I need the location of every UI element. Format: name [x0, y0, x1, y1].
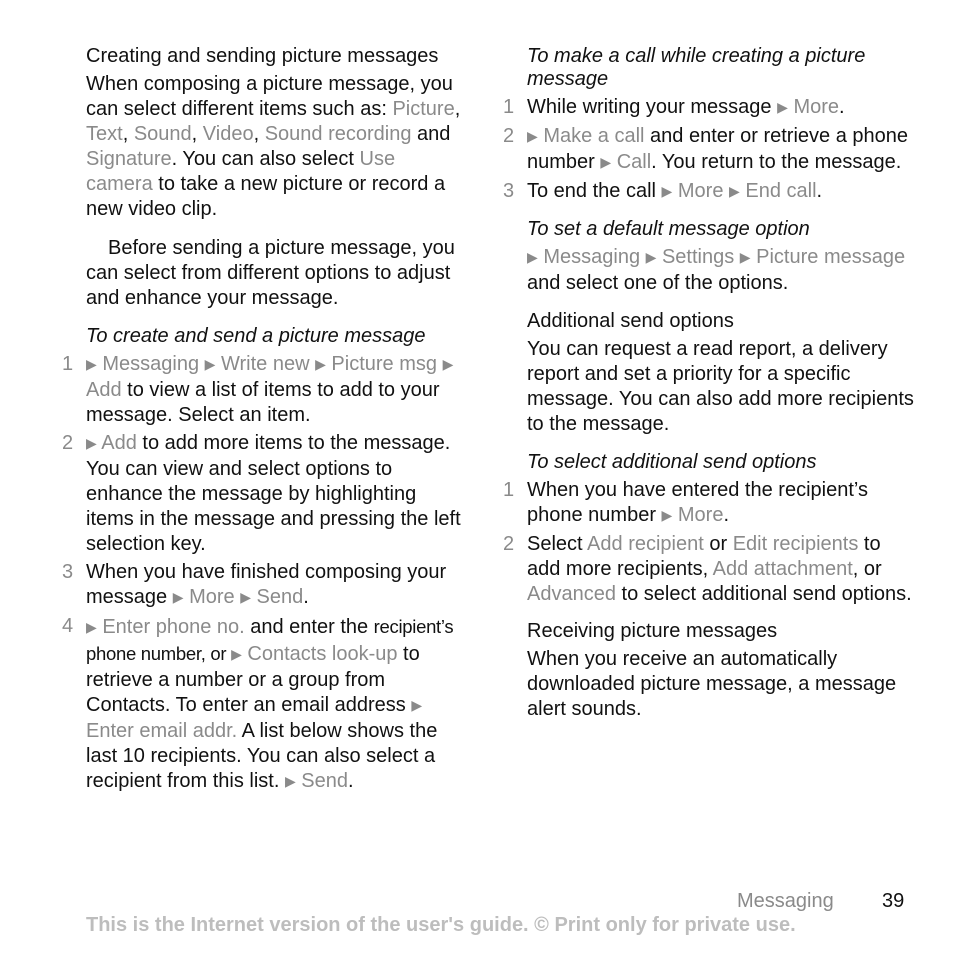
step-item [503, 179, 917, 205]
create-send-steps [62, 352, 466, 795]
default-option-paragraph [527, 245, 917, 296]
text-run: . [348, 770, 354, 792]
step-number: 2 [62, 432, 74, 454]
text-run: To end the call [527, 180, 662, 202]
menu-term-make-call: Make a call [543, 125, 645, 147]
text-run: to add more recipients, [527, 533, 881, 580]
menu-term-messaging: Messaging [543, 246, 641, 268]
text-run: , or [852, 558, 882, 580]
text-run: to retrieve a number or a group from Contacts. To enter an email address [86, 643, 420, 716]
section-heading-additional: Additional send options [527, 310, 734, 332]
menu-term-call: Call [616, 151, 652, 173]
step-number: 1 [503, 479, 515, 501]
menu-term-more: More [677, 504, 724, 526]
menu-term-add-attachment: Add attachment [712, 558, 853, 580]
procedure-heading-make-call: To make a call while creating a picture message [527, 45, 866, 90]
menu-term-picture-msg: Picture msg [331, 353, 438, 375]
text-run: to add more items to the message. You can view and select options to enhance the message by highlighting items in the message and pressing the left selection key. [86, 432, 461, 555]
step-item [503, 95, 917, 121]
make-call-steps [503, 95, 917, 205]
step-number: 2 [503, 533, 515, 555]
step-number: 3 [503, 180, 515, 202]
left-column [62, 45, 466, 798]
arrow-icon: ▶ [527, 249, 538, 265]
arrow-icon: ▶ [240, 589, 251, 605]
menu-term-more: More [189, 586, 235, 608]
menu-term-add: Add [101, 432, 137, 454]
arrow-icon: ▶ [411, 697, 423, 713]
menu-term-settings: Settings [661, 246, 735, 268]
step-item [62, 560, 466, 611]
text-run: to take a new picture or record a new video clip. [86, 173, 446, 220]
arrow-icon: ▶ [739, 249, 751, 265]
menu-term-advanced: Advanced [527, 583, 616, 605]
section-heading-creating: Creating and sending picture messages [86, 45, 439, 67]
menu-term-signature: Signature [86, 148, 172, 170]
text-run: , [191, 123, 203, 145]
arrow-icon: ▶ [661, 507, 673, 523]
text-run: , [253, 123, 265, 145]
menu-term-enter-email: Enter email addr. [86, 720, 238, 742]
step-item [503, 124, 917, 176]
menu-term-add: Add [86, 379, 122, 401]
step-item [62, 614, 466, 795]
arrow-icon: ▶ [442, 356, 454, 372]
arrow-icon: ▶ [661, 183, 673, 199]
text-run: , [454, 98, 461, 120]
additional-steps [503, 478, 917, 607]
menu-term-picture-message: Picture message [756, 246, 906, 268]
arrow-icon: ▶ [600, 154, 612, 170]
text-run: . You can also select [171, 148, 360, 170]
text-run: A list below shows the last 10 recipients. You can also select a recipient from this list. [86, 720, 438, 792]
before-sending-paragraph: Before sending a picture message, you can select from different options to adjust and enhance your message. [86, 237, 455, 309]
text-run: and select one of the options. [527, 272, 789, 294]
arrow-icon: ▶ [284, 773, 296, 789]
arrow-icon: ▶ [231, 646, 242, 662]
text-run: . [839, 96, 845, 118]
arrow-icon: ▶ [645, 249, 657, 265]
menu-term-send: Send [256, 586, 304, 608]
menu-term-write-new: Write new [220, 353, 310, 375]
menu-term-enter-phone: Enter phone no. [102, 616, 245, 638]
menu-term-messaging: Messaging [102, 353, 200, 375]
text-run: and enter the [244, 616, 374, 638]
text-run: to view a list of items to add to your message. Select an item. [86, 379, 440, 426]
arrow-icon: ▶ [172, 589, 184, 605]
menu-term-text: Text [86, 123, 123, 145]
procedure-heading-create-send: To create and send a picture message [86, 325, 426, 347]
intro-paragraph [86, 72, 466, 222]
text-run: . [303, 586, 309, 608]
menu-term-send: Send [301, 770, 349, 792]
section-heading-receiving: Receiving picture messages [527, 620, 778, 642]
step-number: 4 [62, 615, 74, 637]
text-run: . [816, 180, 823, 202]
additional-paragraph: You can request a read report, a delivery report and set a priority for a specific message. You can also add more recipients to the message. [527, 338, 914, 435]
step-number: 3 [62, 561, 74, 583]
footer-note: This is the Internet version of the user's guide. © Print only for private use. [86, 914, 796, 936]
step-number: 2 [503, 125, 515, 147]
menu-term-end-call: End call [745, 180, 817, 202]
text-run: When composing a picture message, you can select different items such as: [86, 73, 453, 120]
text-run: to select additional send options. [615, 583, 912, 605]
arrow-icon: ▶ [86, 619, 97, 635]
menu-term-contacts-lookup: Contacts look-up [247, 643, 398, 665]
text-run: Select [527, 533, 588, 555]
menu-term-use-camera: Use camera [86, 148, 396, 195]
step-item [503, 478, 917, 529]
menu-term-picture: Picture [392, 98, 455, 120]
menu-term-more: More [677, 180, 724, 202]
arrow-icon: ▶ [86, 435, 97, 451]
text-run: or [703, 533, 733, 555]
page-number: 39 [882, 890, 905, 912]
arrow-icon: ▶ [729, 183, 740, 199]
right-column [503, 45, 917, 722]
receiving-paragraph: When you receive an automatically downloaded picture message, a message alert sounds. [527, 648, 897, 720]
menu-term-add-recipient: Add recipient [587, 533, 704, 555]
text-run: When you have entered the recipient’s phone number [527, 479, 868, 526]
step-item [62, 352, 466, 428]
text-run: When you have finished composing your message [86, 561, 447, 608]
menu-term-video: Video [202, 123, 254, 145]
step-number: 1 [503, 96, 515, 118]
menu-term-sound-recording: Sound recording [264, 123, 412, 145]
menu-term-more: More [793, 96, 840, 118]
text-run: . [723, 504, 730, 526]
arrow-icon: ▶ [527, 128, 538, 144]
text-run: While writing your message [527, 96, 778, 118]
procedure-heading-default-option: To set a default message option [527, 218, 810, 240]
arrow-icon: ▶ [86, 356, 97, 372]
step-item [503, 532, 917, 607]
text-run: and enter or retrieve a phone number [527, 125, 909, 173]
arrow-icon: ▶ [204, 356, 216, 372]
procedure-heading-select-additional: To select additional send options [527, 451, 817, 473]
arrow-icon: ▶ [777, 99, 788, 115]
text-run: recipient’s phone number, or [86, 616, 454, 664]
menu-term-edit-recipients: Edit recipients [732, 533, 859, 555]
step-item [62, 431, 466, 557]
menu-term-sound: Sound [133, 123, 192, 145]
text-run: , [122, 123, 134, 145]
text-run: and [411, 123, 451, 145]
footer-section-name: Messaging [737, 890, 834, 912]
text-run: . You return to the message. [651, 151, 902, 173]
step-number: 1 [62, 353, 74, 375]
arrow-icon: ▶ [315, 356, 326, 372]
